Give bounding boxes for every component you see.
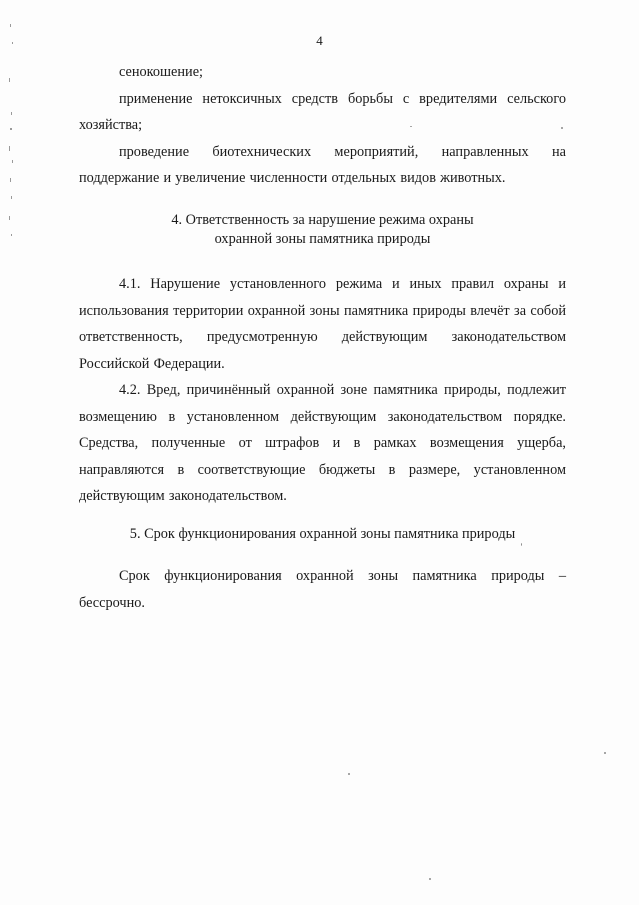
section5-heading [79, 525, 566, 544]
page-number: 4 [316, 33, 323, 48]
section4-body [79, 271, 566, 510]
paragraph-4-1: 4.1. Нарушение установленного режима и иных правил охраны и использования территории охранной зоны памятника природы влечёт за собой ответственность, предусмотренную действующим законодательством Российской Федерации. [79, 276, 566, 372]
section4-heading-line1: 4. Ответственность за нарушение режима охраны [171, 212, 474, 228]
section5-body [79, 563, 566, 616]
section4-heading [79, 211, 566, 249]
section4-heading-line2: охранной зоны памятника природы [214, 231, 431, 247]
list-item: применение нетоксичных средств борьбы с вредителями сельского хозяйства; [79, 90, 566, 133]
paragraph-5: Срок функционирования охранной зоны памятника природы – бессрочно. [79, 568, 566, 611]
scan-speck [348, 773, 350, 775]
scan-speck [604, 752, 606, 754]
list-item: проведение биотехнических мероприятий, направленных на поддержание и увеличение численности отдельных видов животных. [79, 143, 566, 186]
scan-speck [429, 878, 431, 880]
paragraph-4-2: 4.2. Вред, причинённый охранной зоне памятника природы, подлежит возмещению в установленном действующим законодательством порядке. Средства, полученные от штрафов и в рамках возмещения ущерба, направляются в соответствующие бюджеты в размере, установленном действующим законодательством. [79, 382, 566, 504]
list-item: сенокошение; [119, 64, 204, 80]
list-block [79, 59, 566, 192]
section5-heading-text: 5. Срок функционирования охранной зоны памятника природы [129, 526, 516, 542]
scan-edge-marks [6, 20, 18, 280]
